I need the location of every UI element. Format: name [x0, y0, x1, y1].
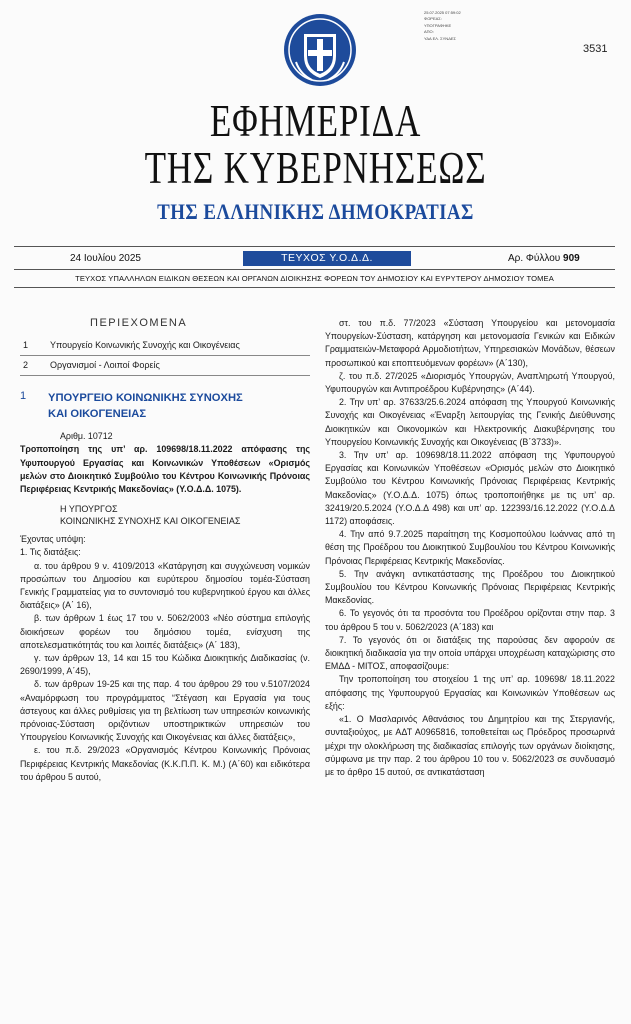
ministry-heading: [20, 390, 310, 428]
toc-item[interactable]: [20, 356, 310, 376]
issue-meta-bar: [14, 250, 615, 268]
body-paragraph: 5. Την ανάγκη αντικατάστασης της Προέδρου του Διοικητικού Συμβουλίου του Κέντρου Κοινωνικής Πρόνοιας Περιφέρειας Κεντρικής Μακεδονίας.: [325, 568, 615, 606]
right-column: [325, 317, 615, 779]
signatory: [60, 504, 310, 527]
issue-label: ΤΕΥΧΟΣ Υ.Ο.Δ.Δ.: [243, 251, 411, 266]
body-paragraph: 1. Τις διατάξεις:: [20, 547, 81, 558]
page-number: 3531: [583, 43, 608, 55]
toc-heading: ΠΕΡΙΕΧΟΜΕΝΑ: [90, 317, 188, 329]
series-description: ΤΕΥΧΟΣ ΥΠΑΛΛΗΛΩΝ ΕΙΔΙΚΩΝ ΘΕΣΕΩΝ ΚΑΙ ΟΡΓΑΝΩΝ ΔΙΟΙΚΗΣΗΣ ΦΟΡΕΩΝ ΤΟΥ ΔΗΜΟΣΙΟΥ ΚΑΙ ΕΥΡΥΤΕΡΟΥ ΔΗΜΟΣΙΟΥ ΤΟΜΕΑ: [75, 274, 554, 283]
left-column: [20, 317, 310, 784]
body-paragraph: 6. Το γεγονός ότι τα προσόντα του Προέδρου ορίζονται στην παρ. 3 του άρθρου 5 του ν. 5062/2023 (Α΄183) και: [325, 608, 615, 632]
stamp-line: ΥΠΟΓΡΑΦΗΚΕ: [424, 22, 452, 28]
divider: [14, 246, 615, 247]
body-paragraph: στ. του π.δ. 77/2023 «Σύσταση Υπουργείου και μετονομασία Υπουργείων-Σύσταση, κατάργηση και μετονομασία Γενικών και Ειδικών Γραμματειών-Μεταφορά Αρμοδιοτήτων, Υπηρεσιακών Μονάδων, θέσεων προσωπικού και εποπτευόμενων φορέων» (Α΄130),: [325, 318, 615, 368]
body-paragraph: δ. των άρθρων 19-25 και της παρ. 4 του άρθρου 29 του ν.5107/2024 «Αναμόρφωση του προγράμματος “Στέγαση και Εργασία για τους άστεγους και άλλες ρυθμίσεις για τη βελτίωση των υπηρεσιών κοινωνικής πρόνοιας-Σύσταση οριζόντιων υποστηρικτικών υπηρεσιών του Υπουργείου Κοινωνικής Συνοχής και Οικογένειας και άλλες διατάξεις»,: [20, 679, 310, 743]
gazette-title-line2: ΤΗΣ ΚΥΒΕΡΝΗΣΕΩΣ: [144, 143, 487, 193]
toc-item-label: Υπουργείο Κοινωνικής Συνοχής και Οικογένειας: [50, 340, 240, 351]
stamp-line: ΦΟΡΕΑΣ:: [424, 16, 442, 22]
sheet-label: Αρ. Φύλλου: [508, 253, 561, 264]
ministry-title-line2: ΚΑΙ ΟΙΚΟΓΕΝΕΙΑΣ: [48, 408, 147, 421]
stamp-line: ΥΔΑ ΕΛ. ΣΥΝΔΕΣ: [424, 35, 457, 41]
body-paragraph: Την τροποποίηση του στοιχείου 1 της υπ’ αρ. 109698/ 18.11.2022 απόφασης της Υφυπουργού Εργασίας και Κοινωνικών Υποθέσεων ως εξής:: [325, 674, 615, 711]
gazette-subtitle: ΤΗΣ ΕΛΛΗΝΙΚΗΣ ΔΗΜΟΚΡΑΤΙΑΣ: [157, 199, 474, 224]
stamp-line: 25.07.2025 07:59:02: [424, 10, 461, 15]
sheet-number-value: 909: [563, 253, 580, 264]
decision-number: Αριθμ. 10712: [60, 431, 113, 442]
signatory-line2: ΚΟΙΝΩΝΙΚΗΣ ΣΥΝΟΧΗΣ ΚΑΙ ΟΙΚΟΓΕΝΕΙΑΣ: [60, 515, 241, 526]
body-paragraph: 7. Το γεγονός ότι οι διατάξεις της παρούσας δεν αφορούν σε διοικητική διαδικασία για την οποία υπάρχει υποχρέωση καταχώρισης στο ΕΜΔΔ - ΜΙΤΟΣ, αποφασίζουμε:: [325, 634, 615, 672]
stamp-line: ΑΠΟ:: [424, 29, 434, 35]
divider: [14, 269, 615, 270]
toc-item-label: Οργανισμοί - Λοιποί Φορείς: [50, 360, 160, 371]
body-paragraph: ζ. του π.δ. 27/2025 «Διορισμός Υπουργών, Αναπληρωτή Υπουργού, Υφυπουργών και Αντιπροέδρου Κυβέρνησης» (Α΄44).: [325, 370, 615, 395]
body-paragraph: α. του άρθρου 9 ν. 4109/2013 «Κατάργηση και συγχώνευση νομικών προσώπων του Δημοσίου και ευρύτερου δημοσίου τομέα-Σύσταση Γενικής Γραμματείας για το συντονισμό του κυβερνητικού έργου και άλλες διατάξεις» (Α΄ 16),: [20, 560, 310, 611]
sheet-number: [508, 253, 580, 264]
ministry-title: [48, 390, 298, 422]
toc-item-number: 2: [23, 360, 29, 371]
body-paragraph: β. των άρθρων 1 έως 17 του ν. 5062/2003 «Νέο σύστημα επιλογής διοικήσεων φορέων του δημόσιου τομέα, ενίσχυση της αποτελεσματικότητάς του και λοιπές διατάξεις» (Α΄ 183),: [20, 613, 310, 650]
body-paragraph: 2. Την υπ’ αρ. 37633/25.6.2024 απόφαση της Υπουργού Κοινωνικής Συνοχής και Οικογένειας «Έναρξη λειτουργίας της Γενικής Διεύθυνσης Διοικητικών και Οικονομικών και Ηλεκτρονικής Διακυβέρνησης του Υπουργείου Κοινωνικής Συνοχής και Οικογένειας (Β΄3733)».: [325, 397, 615, 447]
issue-date: 24 Ιουλίου 2025: [70, 253, 141, 264]
ministry-title-line1: ΥΠΟΥΡΓΕΙΟ ΚΟΙΝΩΝΙΚΗΣ ΣΥΝΟΧΗΣ: [48, 392, 243, 405]
decision-title: Τροποποίηση της υπ’ αρ. 109698/18.11.2022 απόφασης της Υφυπουργού Εργασίας και Κοινωνικών Υποθέσεων «Ορισμός μελών στο Διοικητικό Συμβούλιο του Κέντρου Κοινωνικής Πρόνοιας Περιφέρειας Κεντρικής Μακεδονίας» (Υ.Ο.Δ.Δ. 1075).: [20, 444, 310, 495]
body-paragraph: «1. Ο Μασλαρινός Αθανάσιος του Δημητρίου και της Στεργιανής, συνταξιούχος, με ΑΔΤ Α0965816, τοποθετείται ως Πρόεδρος προσωρινά μέχρι την ολοκλήρωση της διαδικασίας επιλογής των οργάνων διοίκησης, σύμφωνα με την παρ. 2 του άρθρου 10 του ν. 5062/2023 σε συνδυασμό με το άρθρο 15 αυτού, σε αντικατάσταση: [325, 714, 615, 777]
body-paragraph: ε. του π.δ. 29/2023 «Οργανισμός Κέντρου Κοινωνικής Πρόνοιας Περιφέρειας Κεντρικής Μακεδονίας (Κ.Κ.Π.Π. Κ. Μ.) (Α΄60) και ειδικότερα του άρθρου 5 αυτού,: [20, 745, 310, 782]
digital-signature-stamp: [424, 10, 504, 42]
signatory-line1: Η ΥΠΟΥΡΓΟΣ: [60, 504, 118, 515]
gazette-title-line1: ΕΦΗΜΕΡΙΔΑ: [209, 96, 422, 146]
divider: [14, 287, 615, 288]
body-paragraph: 4. Την από 9.7.2025 παραίτηση της Κοσμοπούλου Ιωάννας από τη θέση της Προέδρου του Διοικητικού Συμβουλίου του Κέντρου Κοινωνικής Πρόνοιας Περιφέρειας Κεντρικής Μακεδονίας.: [325, 529, 615, 566]
greek-coat-of-arms-icon: [282, 12, 358, 88]
ministry-number: 1: [20, 390, 27, 403]
toc-item[interactable]: [20, 336, 310, 356]
body-paragraph: γ. των άρθρων 13, 14 και 15 του Κώδικα Διοικητικής Διαδικασίας (ν. 2690/1999, Α΄45),: [20, 653, 310, 677]
body-paragraph: 3. Την υπ’ αρ. 109698/18.11.2022 απόφαση της Υφυπουργού Εργασίας και Κοινωνικών Υποθέσεων «Ορισμός μελών στο Διοικητικό Συμβούλιο του Κέντρου Κοινωνικής Πρόνοιας Περιφέρειας Κεντρικής Μακεδονίας» (Υ.Ο.Δ.Δ. 1075) όπως τροποποιήθηκε με τις υπ’ αρ. 32419/20.5.2024 (Υ.Ο.Δ.Δ 498) και υπ’ αρ. 122393/16.12.2022 (Υ.Ο.Δ.Δ 1172) αποφάσεις.: [325, 450, 615, 527]
body-paragraph: Έχοντας υπόψη:: [20, 534, 86, 545]
toc-item-number: 1: [23, 340, 29, 351]
